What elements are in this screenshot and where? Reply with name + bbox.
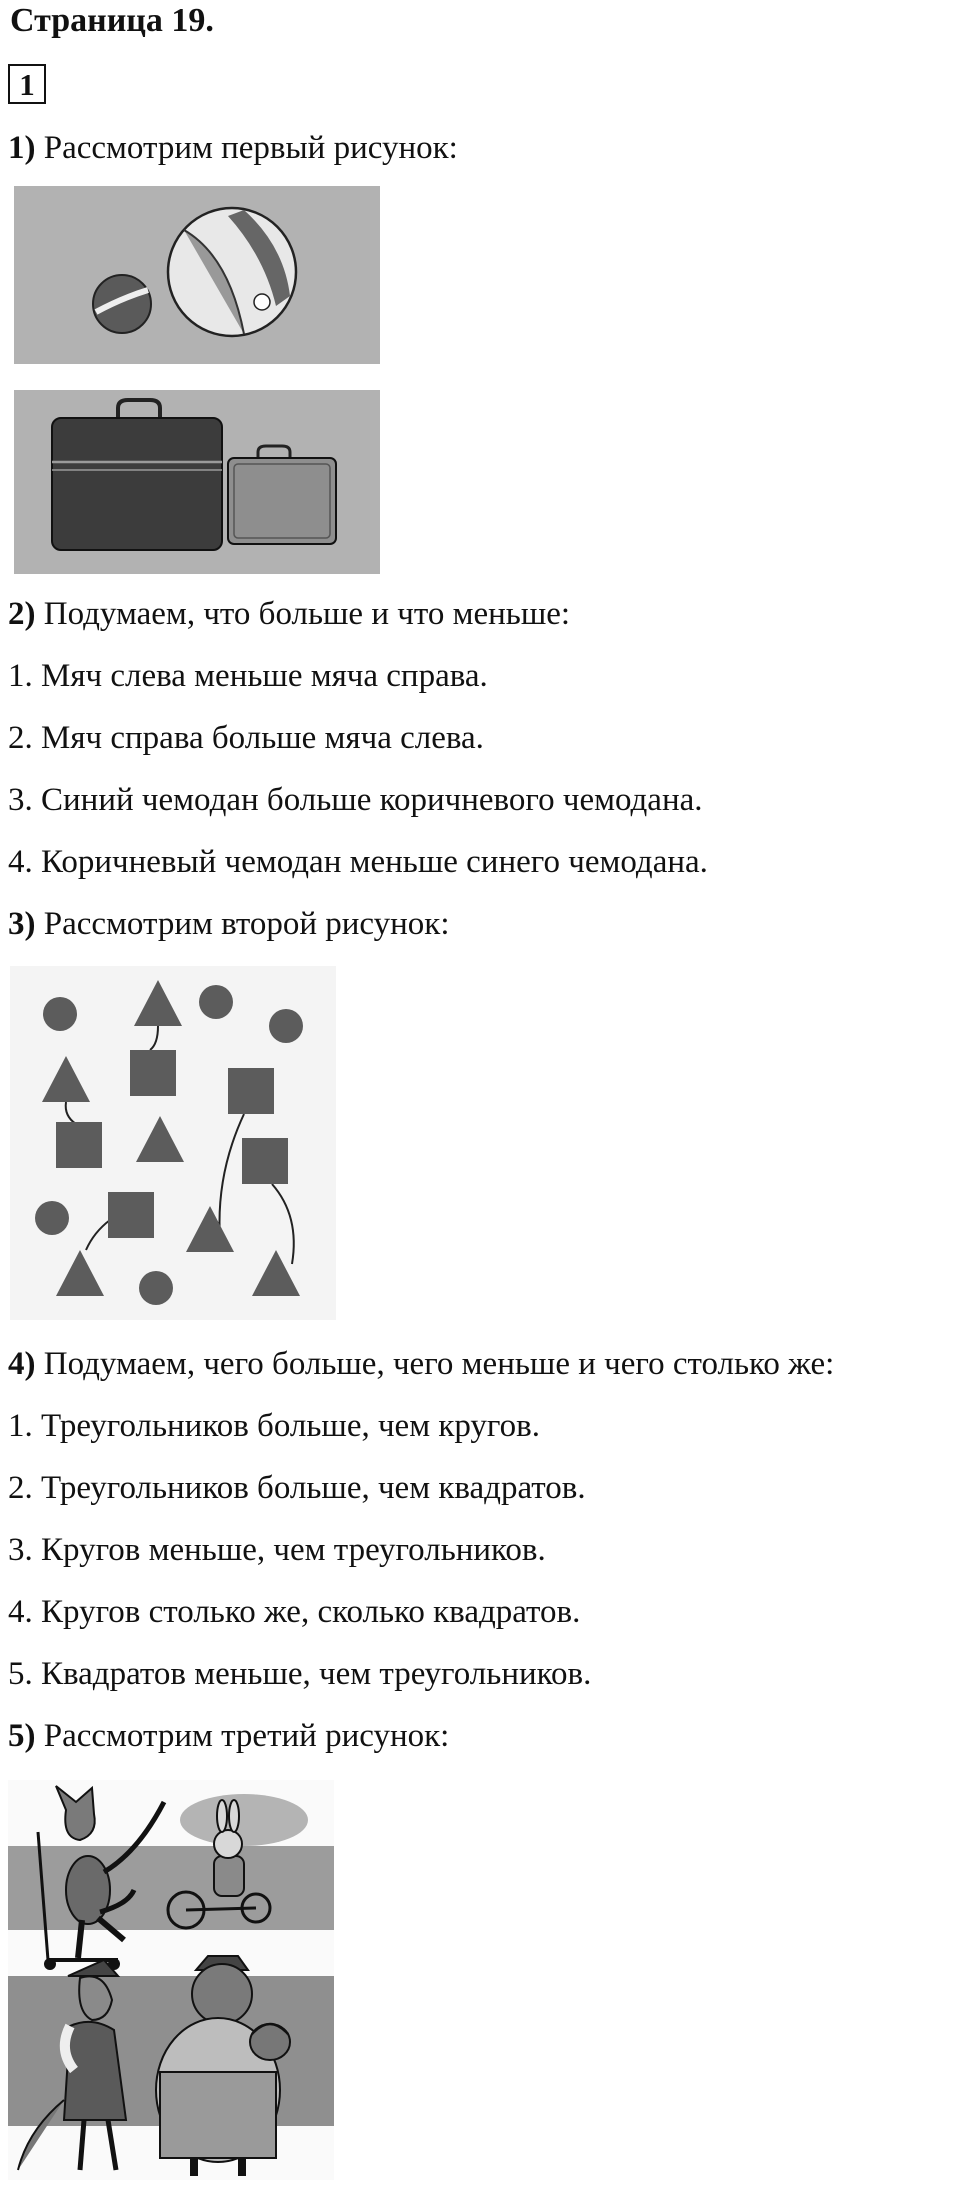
- step-3-text: Рассмотрим второй рисунок:: [35, 906, 450, 942]
- step-2-number: 2): [8, 596, 36, 632]
- big-suitcase-illustration: [52, 400, 222, 550]
- step-5-number: 5): [8, 1718, 36, 1754]
- circle-shape: [43, 997, 77, 1031]
- list-b-item-3: 3. Кругов меньше, чем треугольников.: [8, 1532, 546, 1568]
- list-a-item-2: 2. Мяч справа больше мяча слева.: [8, 720, 484, 756]
- square-shape: [228, 1068, 274, 1114]
- square-shape: [108, 1192, 154, 1238]
- list-a-item-3: 3. Синий чемодан больше коричневого чемодана.: [8, 782, 703, 818]
- step-5-text: Рассмотрим третий рисунок:: [35, 1718, 450, 1754]
- figure-shapes: [10, 966, 336, 1320]
- circle-shape: [269, 1009, 303, 1043]
- step-3-number: 3): [8, 906, 36, 942]
- step-2: [8, 594, 570, 634]
- list-a-item-1: 1. Мяч слева меньше мяча справа.: [8, 658, 488, 694]
- square-shape: [56, 1122, 102, 1168]
- task-number-box: 1: [8, 64, 46, 104]
- small-suitcase-illustration: [228, 446, 336, 544]
- page-title: Страница 19.: [10, 2, 214, 39]
- list-a-item-4: 4. Коричневый чемодан меньше синего чемодана.: [8, 844, 708, 880]
- big-ball-illustration: [168, 208, 296, 336]
- step-4-number: 4): [8, 1346, 36, 1382]
- list-b-item-5: 5. Квадратов меньше, чем треугольников.: [8, 1656, 592, 1692]
- circle-shape: [199, 985, 233, 1019]
- circle-shape: [139, 1271, 173, 1305]
- step-1-text: Рассмотрим первый рисунок:: [35, 130, 458, 166]
- list-b-item-1: 1. Треугольников больше, чем кругов.: [8, 1408, 540, 1444]
- step-1-number: 1): [8, 130, 36, 166]
- step-1: [8, 128, 458, 168]
- list-b-item-4: 4. Кругов столько же, сколько квадратов.: [8, 1594, 581, 1630]
- step-4: [8, 1344, 834, 1384]
- cloud-shape: [180, 1794, 308, 1846]
- list-b-item-2: 2. Треугольников больше, чем квадратов.: [8, 1470, 586, 1506]
- square-shape: [130, 1050, 176, 1096]
- basket-icon: [250, 2024, 290, 2060]
- figure-animals: [8, 1780, 334, 2180]
- step-4-text: Подумаем, чего больше, чего меньше и чего столько же:: [35, 1346, 835, 1382]
- square-shape: [242, 1138, 288, 1184]
- step-3: [8, 904, 450, 944]
- small-ball-illustration: [93, 275, 151, 333]
- figure-balls-suitcases: [14, 186, 380, 574]
- step-2-text: Подумаем, что больше и что меньше:: [35, 596, 571, 632]
- circle-shape: [35, 1201, 69, 1235]
- step-5: [8, 1716, 449, 1756]
